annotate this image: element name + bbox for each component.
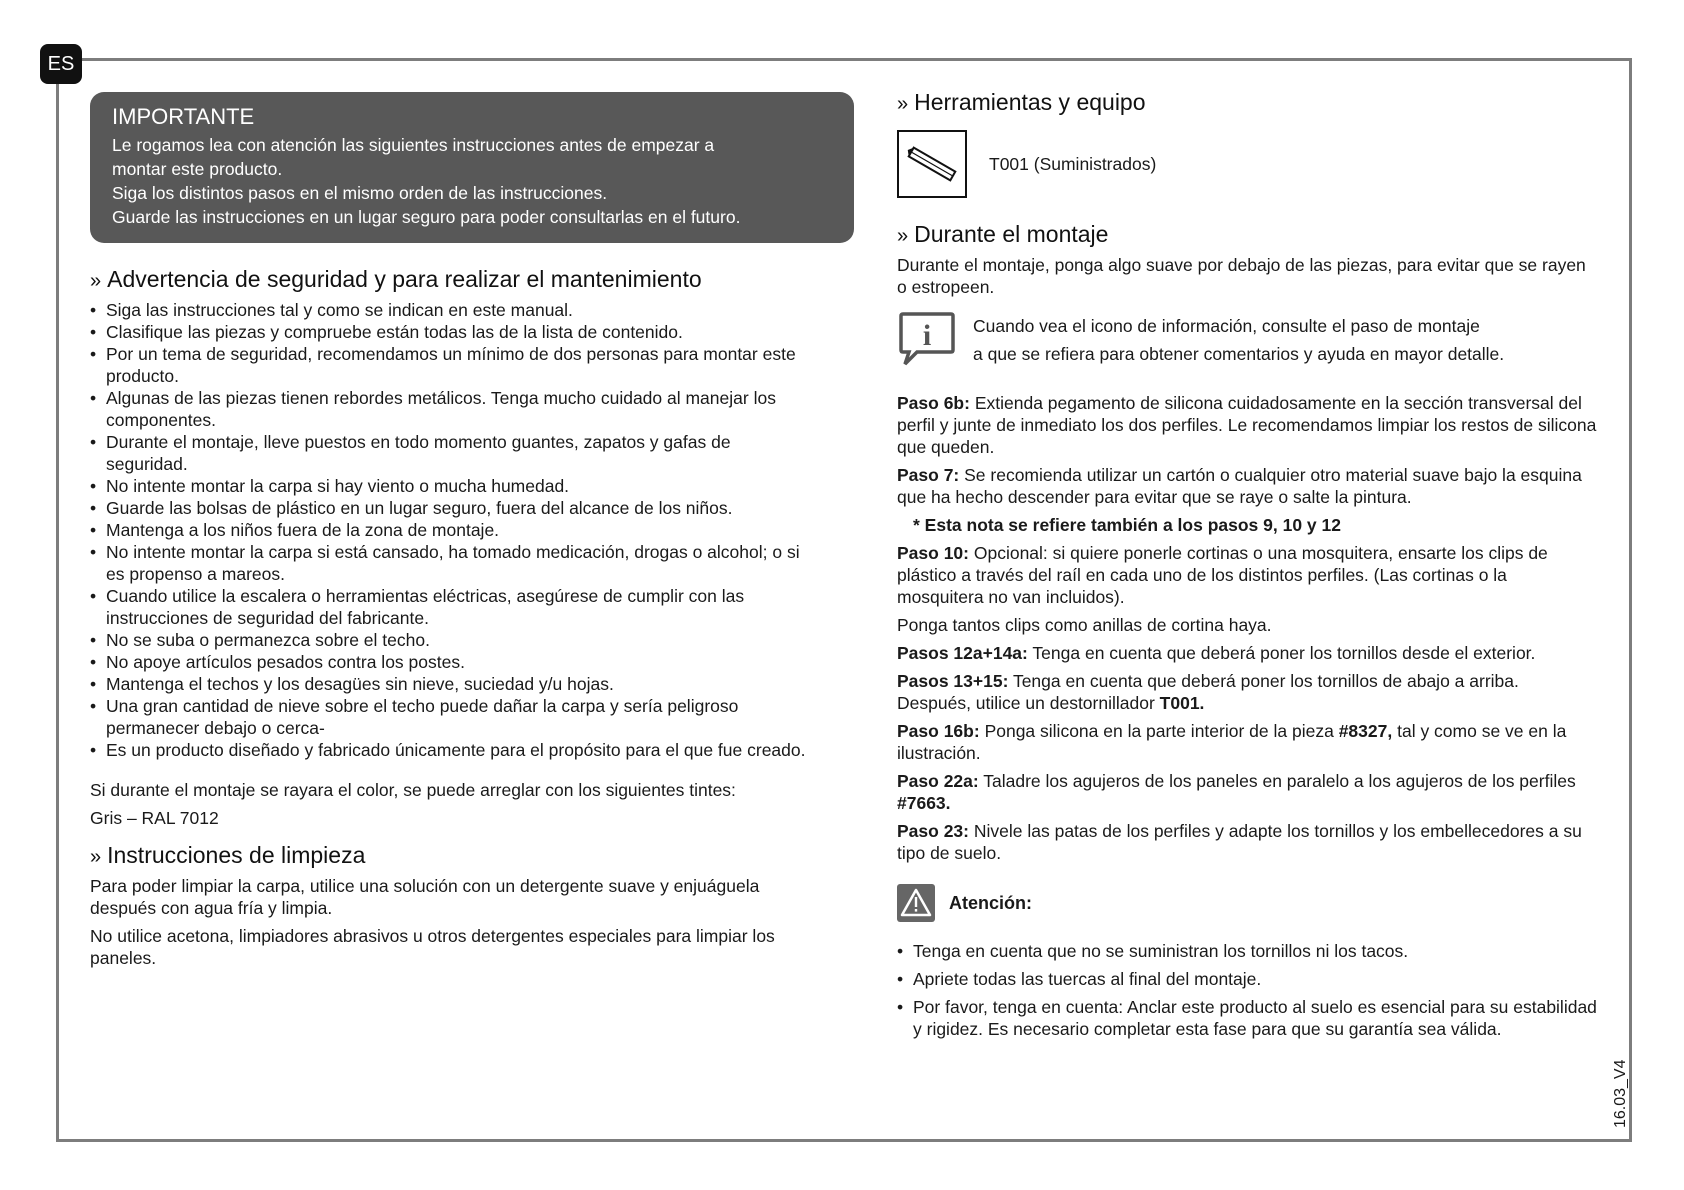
right-column xyxy=(897,88,1597,1046)
step-paragraph: Paso 23: Nivele las patas de los perfiles y adapte los tornillos y los embellecedores a su tipo de suelo. xyxy=(897,821,1582,863)
cleaning-heading: » Instrucciones de limpieza xyxy=(90,842,366,868)
step-paragraph: Paso 10: Opcional: si quiere ponerle cortinas o una mosquitera, ensarte los clips de plástico a través del raíl en cada uno de los distintos perfiles. (Las cortinas o la mosquitera no van incluidos). xyxy=(897,543,1548,607)
attention-list xyxy=(897,940,1597,1040)
list-item: • Por favor, tenga en cuenta: Anclar este producto al suelo es esencial para su estabilidad y rigidez. Es necesario completar esta fase para que su garantía sea válida. xyxy=(897,996,1597,1040)
step-paragraph: Paso 6b: Extienda pegamento de silicona cuidadosamente en la sección transversal del perfil y junte de inmediato los dos perfiles. Le recomendamos limpiar los restos de silicona que queden. xyxy=(897,393,1597,457)
list-item: • Es un producto diseñado y fabricado únicamente para el propósito para el que fue creado. xyxy=(90,739,810,761)
chevron-right-icon: » xyxy=(90,270,102,292)
svg-text:i: i xyxy=(922,319,932,352)
note-line: * Esta nota se refiere también a los pasos 9, 10 y 12 xyxy=(913,515,1341,535)
list-item: • Durante el montaje, lleve puestos en todo momento guantes, zapatos y gafas de seguridad. xyxy=(90,431,810,475)
important-line: montar este producto. xyxy=(112,159,283,179)
version-label: 16.03_V4 xyxy=(1612,1059,1629,1128)
chevron-right-icon: » xyxy=(897,93,909,115)
left-column xyxy=(90,92,810,975)
list-item: • Algunas de las piezas tienen rebordes metálicos. Tenga mucho cuidado al manejar los componentes. xyxy=(90,387,810,431)
list-item: • No apoye artículos pesados contra los postes. xyxy=(90,651,810,673)
list-item: • Una gran cantidad de nieve sobre el techo puede dañar la carpa y sería peligroso permanecer debajo o cerca- xyxy=(90,695,810,739)
tool-row xyxy=(897,130,1597,198)
list-item: • Clasifique las piezas y compruebe están todas las de la lista de contenido. xyxy=(90,321,810,343)
assembly-intro: Durante el montaje, ponga algo suave por debajo de las piezas, para evitar que se rayen o estropeen. xyxy=(897,255,1586,297)
important-title: IMPORTANTE xyxy=(112,104,255,129)
list-item: • Guarde las bolsas de plástico en un lugar seguro, fuera del alcance de los niños. xyxy=(90,497,810,519)
assembly-heading: » Durante el montaje xyxy=(897,221,1109,247)
clips-paragraph: Ponga tantos clips como anillas de cortina haya. xyxy=(897,615,1272,635)
step-paragraph: Paso 16b: Ponga silicona en la parte interior de la pieza #8327, tal y como se ve en la ilustración. xyxy=(897,721,1567,763)
list-item: • Tenga en cuenta que no se suministran los tornillos ni los tacos. xyxy=(897,940,1597,962)
important-line: Guarde las instrucciones en un lugar seguro para poder consultarlas en el futuro. xyxy=(112,207,741,227)
list-item: • Apriete todas las tuercas al final del montaje. xyxy=(897,968,1597,990)
list-item: • Mantenga a los niños fuera de la zona de montaje. xyxy=(90,519,810,541)
attention-row xyxy=(897,884,1597,922)
cleaning-paragraph: No utilice acetona, limpiadores abrasivos u otros detergentes especiales para limpiar los paneles. xyxy=(90,926,775,968)
important-line: Le rogamos lea con atención las siguientes instrucciones antes de empezar a xyxy=(112,135,715,155)
tools-heading: » Herramientas y equipo xyxy=(897,89,1146,115)
paint-color: Gris – RAL 7012 xyxy=(90,808,219,828)
info-icon xyxy=(897,310,957,370)
step-paragraph: Paso 7: Se recomienda utilizar un cartón o cualquier otro material suave bajo la esquina que ha hecho descender para evitar que se raye o salte la pintura. xyxy=(897,465,1582,507)
info-text: Cuando vea el icono de información, consulte el paso de montaje a que se refiera para obtener comentarios y ayuda en mayor detalle. xyxy=(973,316,1505,364)
chevron-right-icon: » xyxy=(897,225,909,247)
step-paragraph: Pasos 12a+14a: Tenga en cuenta que deberá poner los tornillos desde el exterior. xyxy=(897,643,1536,663)
step-paragraph: Paso 22a: Taladre los agujeros de los paneles en paralelo a los agujeros de los perfiles #7663. xyxy=(897,771,1576,813)
chevron-right-icon: » xyxy=(90,846,102,868)
language-badge: ES xyxy=(40,44,82,84)
list-item: • No intente montar la carpa si hay viento o mucha humedad. xyxy=(90,475,810,497)
list-item: • Siga las instrucciones tal y como se indican en este manual. xyxy=(90,299,810,321)
important-line: Siga los distintos pasos en el mismo orden de las instrucciones. xyxy=(112,183,608,203)
list-item: • Mantenga el techos y los desagües sin nieve, suciedad y/u hojas. xyxy=(90,673,810,695)
list-item: • No se suba o permanezca sobre el techo. xyxy=(90,629,810,651)
cleaning-paragraph: Para poder limpiar la carpa, utilice una solución con un detergente suave y enjuáguela después con agua fría y limpia. xyxy=(90,876,760,918)
screwdriver-bit-icon xyxy=(897,130,967,198)
paint-note: Si durante el montaje se rayara el color, se puede arreglar con los siguientes tintes: xyxy=(90,780,736,800)
list-item: • Cuando utilice la escalera o herramientas eléctricas, asegúrese de cumplir con las instrucciones de seguridad del fabricante. xyxy=(90,585,810,629)
safety-heading: » Advertencia de seguridad y para realizar el mantenimiento xyxy=(90,266,702,292)
list-item: • Por un tema de seguridad, recomendamos un mínimo de dos personas para montar este producto. xyxy=(90,343,810,387)
safety-list xyxy=(90,299,810,761)
list-item: • No intente montar la carpa si está cansado, ha tomado medicación, drogas o alcohol; o si es propenso a mareos. xyxy=(90,541,810,585)
warning-icon xyxy=(897,884,935,922)
important-box xyxy=(90,92,854,243)
info-row xyxy=(897,310,1597,370)
tool-label: T001 (Suministrados) xyxy=(989,153,1157,174)
attention-label: Atención: xyxy=(949,892,1032,913)
step-paragraph: Pasos 13+15: Tenga en cuenta que deberá poner los tornillos de abajo a arriba. Después, utilice un destornillador T001. xyxy=(897,671,1519,713)
